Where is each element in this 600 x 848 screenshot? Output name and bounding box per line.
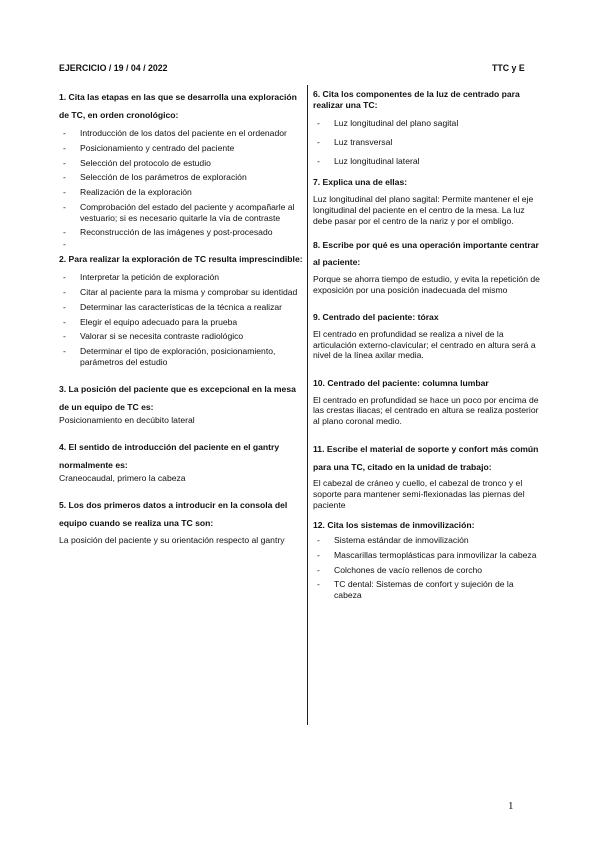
question-3-title: 3. La posición del paciente que es excepcional en la mesa de un equipo de TC es: [59,384,296,413]
list-item: - Luz transversal [313,137,541,148]
question-8 [313,237,541,296]
question-10-answer: El centrado en profundidad se hace un poco por encima de las crestas iliacas; el centrado en altura se realiza posterior al plano coronal medio. [313,394,539,427]
question-1-title: 1. Cita las etapas en las que se desarrolla una exploración de TC, en orden cronológico: [59,92,297,120]
list-item: - Luz longitudinal lateral [313,156,541,167]
question-12 [313,520,541,600]
question-4-title: 4. El sentido de introducción del paciente en el gantry normalmente es: [59,442,280,470]
question-11-answer: El cabezal de cráneo y cuello, el cabezal de tronco y el soporte para mantener semi-flexionadas las piernas del paciente [313,478,525,510]
question-5-title: 5. Los dos primeros datos a introducir en la consola del equipo cuando se realiza una TC son: [59,500,288,528]
question-10 [313,375,541,427]
question-6 [313,89,541,167]
question-2-list [59,272,305,367]
question-6-title: 6. Cita los componentes de la luz de centrado para realizar una TC: [313,89,520,110]
question-7-answer: Luz longitudinal del plano sagital: Permite mantener el eje longitudinal del paciente en el centro de la mesa. La luz debe pasar por el centro de la nariz y por el ombligo. [313,194,534,226]
question-3 [59,381,305,425]
right-column [313,89,541,615]
list-item: - Selección del protocolo de estudio [59,158,305,169]
question-4-answer: Craneocaudal, primero la cabeza [59,472,186,483]
list-item: - Luz longitudinal del plano sagital [313,118,541,129]
question-6-list [313,118,541,166]
list-item: - Determinar el tipo de exploración, posicionamiento, parámetros del estudio [59,346,305,367]
stray-dash: - [63,239,66,250]
column-divider [307,85,308,725]
question-9-title: 9. Centrado del paciente: tórax [313,312,439,323]
question-7-title: 7. Explica una de ellas: [313,176,408,187]
list-item: - Reconstrucción de las imágenes y post-procesado [59,227,305,238]
list-item: - Posicionamiento y centrado del paciente [59,143,305,154]
question-11-title: 11. Escribe el material de soporte y confort más común para una TC, citado en la unidad de trabajo: [313,443,539,472]
list-item: - Determinar las características de la técnica a realizar [59,302,305,313]
left-column [59,89,305,559]
header-date: EJERCICIO / 19 / 04 / 2022 [59,63,168,73]
list-item: - Valorar si se necesita contraste radiológico [59,331,305,342]
question-2-title: 2. Para realizar la exploración de TC resulta imprescindible: [59,253,303,264]
question-1 [59,89,305,249]
list-item: - Colchones de vacío rellenos de corcho [313,565,541,576]
question-12-title: 12. Cita los sistemas de inmovilización: [313,520,475,531]
question-8-title: 8. Escribe por qué es una operación importante centrar al paciente: [313,239,539,268]
list-item: - Comprobación del estado del paciente y acompañarle al vestuario; si es necesario quitarle la vía de contraste [59,202,305,223]
list-item: - Selección de los parámetros de exploración [59,172,305,183]
list-item: - Interpretar la petición de exploración [59,272,305,283]
question-5-answer: La posición del paciente y su orientación respecto al gantry [59,534,285,545]
question-12-list [313,535,541,601]
question-9 [313,309,541,361]
question-7 [313,177,541,227]
list-item: - Mascarillas termoplásticas para inmovilizar la cabeza [313,550,541,561]
page-number: 1 [508,800,514,812]
question-10-title: 10. Centrado del paciente: columna lumbar [313,378,489,389]
list-item: - Introducción de los datos del paciente en el ordenador [59,128,305,139]
header-course: TTC y E [492,63,525,73]
list-item: - Sistema estándar de inmovilización [313,535,541,546]
question-4 [59,439,305,483]
list-item: - TC dental: Sistemas de confort y sujeción de la cabeza [313,579,541,600]
question-9-answer: El centrado en profundidad se realiza a nivel de la articulación externo-clavicular; el centrado en altura será a nivel de la línea axilar media. [313,328,536,361]
question-11 [313,441,541,510]
list-item: - Citar al paciente para la misma y comprobar su identidad [59,287,305,298]
list-item: - Realización de la exploración [59,187,305,198]
question-3-answer: Posicionamiento en decúbito lateral [59,414,195,425]
question-2 [59,251,305,368]
question-5 [59,497,305,545]
question-8-answer: Porque se ahorra tiempo de estudio, y evita la repetición de exposición por una posición inadecuada del mismo [313,273,540,295]
list-item: - Elegir el equipo adecuado para la prueba [59,317,305,328]
question-1-list [59,128,305,238]
